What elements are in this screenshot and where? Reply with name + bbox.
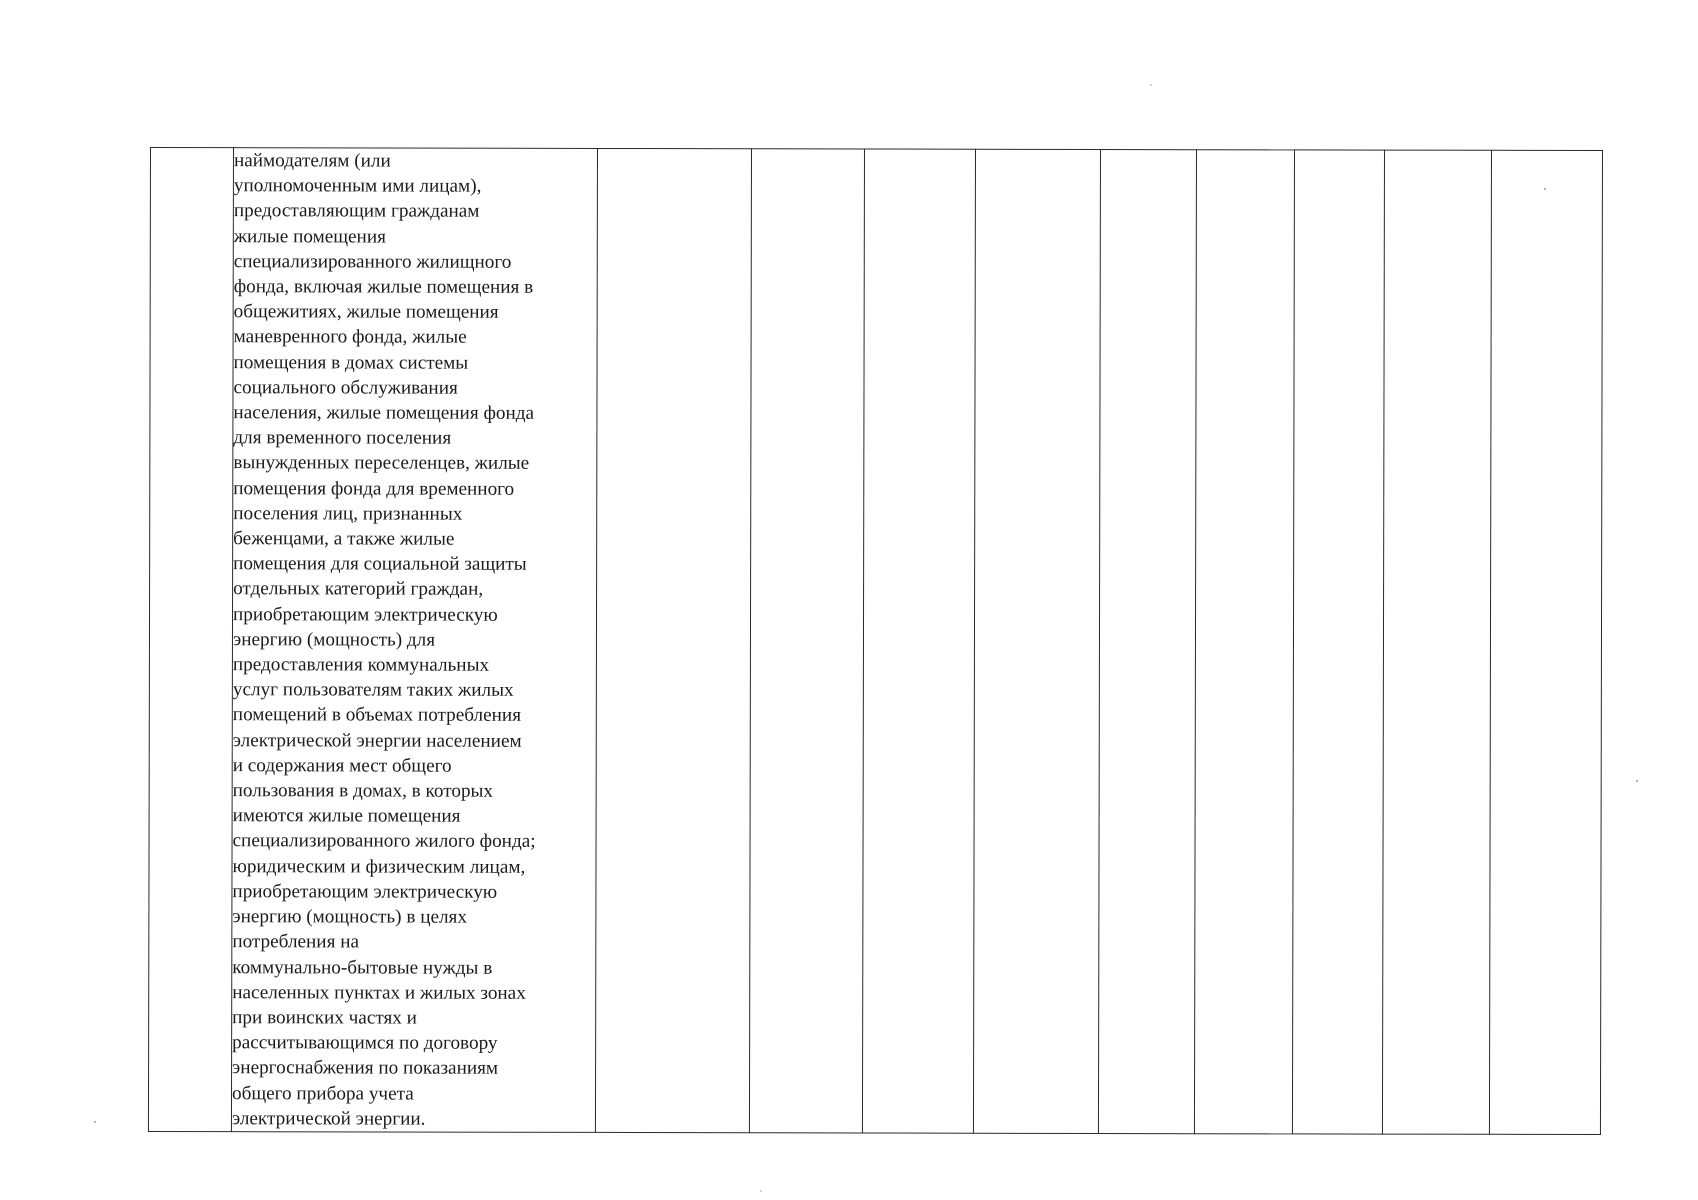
text-line: помещений в объемах потребления xyxy=(232,704,522,727)
text-line: энергию (мощность) для xyxy=(232,629,436,651)
text-line: для временного поселения xyxy=(233,427,452,449)
text-line: маневренного фонда, жилые xyxy=(233,326,467,349)
text-line: приобретающим электрическую xyxy=(232,603,498,626)
text-line: имеются жилые помещения xyxy=(232,805,461,827)
text-line: при воинских частях и xyxy=(232,1007,417,1029)
text-line: общего прибора учета xyxy=(231,1082,414,1105)
scan-speck xyxy=(94,1121,96,1123)
table-cell-empty xyxy=(862,149,975,1133)
text-line: помещения для социальной защиты xyxy=(233,553,527,576)
text-line: услуг пользователям таких жилых xyxy=(232,679,514,702)
tariff-table xyxy=(148,147,1603,1135)
table-cell-empty xyxy=(595,148,751,1132)
text-line: общежитиях, жилые помещения xyxy=(233,301,499,323)
text-line: жилые помещения xyxy=(233,225,386,248)
table-row xyxy=(148,148,1602,1135)
text-line: населенных пунктах и жилых зонах xyxy=(232,981,526,1004)
text-line: потребления на xyxy=(232,931,360,953)
text-line: фонда, включая жилые помещения в xyxy=(233,276,534,298)
table-cell-empty xyxy=(1292,150,1384,1134)
text-line: социального обслуживания xyxy=(233,377,458,399)
text-line: электрической энергии населением xyxy=(232,729,522,752)
table-cell-empty xyxy=(973,149,1100,1133)
text-line: вынужденных переселенцев, жилые xyxy=(233,452,530,475)
table-cell-empty xyxy=(1382,150,1491,1134)
scan-speck xyxy=(1150,84,1152,86)
text-line: беженцами, а также жилые xyxy=(233,528,455,550)
text-line: и содержания мест общего xyxy=(232,755,452,777)
consumer-category-text xyxy=(232,148,597,1132)
text-line: уполномоченным ими лицам), xyxy=(233,175,482,197)
text-line: специализированного жилого фонда; xyxy=(232,830,536,853)
text-line: поселения лиц, признанных xyxy=(233,503,463,525)
scan-speck xyxy=(1544,188,1546,190)
text-line: предоставляющим гражданам xyxy=(233,200,480,223)
text-line: коммунально-бытовые нужды в xyxy=(232,956,493,979)
table-cell-empty xyxy=(1489,150,1602,1134)
text-line: помещения в домах системы xyxy=(233,351,469,374)
text-line: предоставления коммунальных xyxy=(232,654,490,676)
table-cell-number xyxy=(148,148,233,1132)
text-line: энергоснабжения по показаниям xyxy=(232,1057,499,1080)
text-line: населения, жилые помещения фонда xyxy=(233,402,535,424)
text-line: энергию (мощность) в целях xyxy=(232,906,468,928)
table-cell-empty xyxy=(749,149,864,1133)
text-line: специализированного жилищного xyxy=(233,250,512,273)
text-line: электрической энергии. xyxy=(231,1107,426,1130)
scan-speck xyxy=(1636,780,1638,782)
text-line: приобретающим электрическую xyxy=(232,881,498,903)
table-cell-description xyxy=(231,148,597,1133)
text-line: отдельных категорий граждан, xyxy=(233,578,484,601)
scan-speck xyxy=(760,1190,762,1192)
table-cell-empty xyxy=(1194,150,1294,1134)
table-cell-empty xyxy=(1098,149,1196,1133)
text-line: юридическим и физическим лицам, xyxy=(232,855,526,878)
text-line: пользования в домах, в которых xyxy=(232,780,494,802)
text-line: наймодателям (или xyxy=(233,150,391,172)
text-line: рассчитывающимся по договору xyxy=(232,1032,498,1054)
text-line: помещения фонда для временного xyxy=(233,477,515,500)
